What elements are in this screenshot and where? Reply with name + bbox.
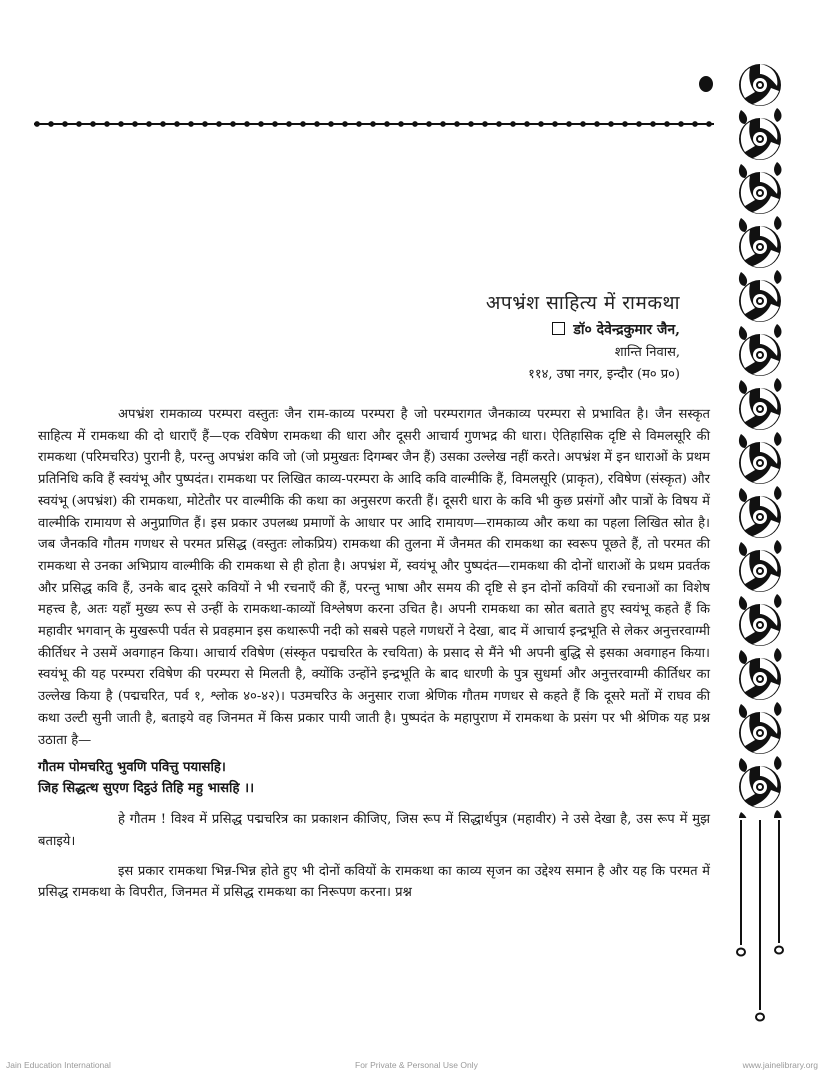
article-title: अपभ्रंश साहित्य में रामकथा xyxy=(485,292,680,314)
decorative-dotted-rule xyxy=(34,121,714,127)
page-footer xyxy=(0,1060,828,1076)
footer-website-link[interactable]: www.jainelibrary.org xyxy=(742,1060,818,1070)
paragraph: हे गौतम ! विश्व में प्रसिद्ध पद्मचरित्र का प्रकाशन कीजिए, जिस रूप में सिद्धार्थपुत्र (महावीर) ने उसे देखा है, उस रूप में मुझ बताइये। xyxy=(38,812,710,849)
verse-quote xyxy=(38,757,710,799)
article-header xyxy=(380,290,680,386)
paragraph: अपभ्रंश रामकाव्य परम्परा वस्तुतः जैन राम-काव्य परम्परा है जो परम्परागत जैनकाव्य परम्परा से प्रभावित है। जैन सस्कृत साहित्य में रामकथा की दो धाराएँ हैं—एक रविषेण रामकथा की धारा और दूसरी आचार्य गुणभद्र की धारा। ऐतिहासिक दृष्टि से विमलसूरि की रामकथा (परिमचरिउ) पुरानी है, परन्तु अपभ्रंश कवि जो (जो प्रमुखतः दिगम्बर जैन हैं) उसका उल्लेख नहीं करते। अपभ्रंश में इन धाराओं के प्रथम प्रतिनिधि कवि हैं स्वयंभू और पुष्पदंत। रामकथा पर लिखित काव्य-परम्परा के आदि कवि वाल्मीकि हैं, विमलसूरि (प्राकृत), रविषेण (संस्कृत) और स्वयंभू (अपभ्रंश) की रामकथा, मोटेतौर पर वाल्मीकि की कथा का अनुसरण करती हैं। दूसरी धारा के कवि भी कुछ प्रसंगों और पात्रों के विषय में वाल्मीकि रामायण से अनुप्राणित हैं। इस प्रकार उपलब्ध प्रमाणों के आधार पर आदि रामायण—रामकाव्य और कथा का पहला लिखित स्रोत है। जब जैनकवि गौतम गणधर से परमत प्रसिद्ध (वस्तुतः लोकप्रिय) रामकथा की तुलना में जैनमत की रामकथा का स्वरूप पूछते हैं, तो परमत की रामकथा से उनका अभिप्राय वाल्मीकि की रामकथा से ही होता है। अपभ्रंश में, स्वयंभू और पुष्पदंत—रामकथा की दोनों धाराओं के प्रथम प्रवर्तक और प्रसिद्ध कवि हैं, उनके बाद दूसरे कवियों ने भी रचनाएँ की हैं, परन्तु भाषा और समय की दृष्टि से इन दोनों कवियों की रचनाओं का विशेष महत्त्व है, अतः यहाँ मुख्य रूप से उन्हीं के रामकथा-काव्यों विश्लेषण करना उचित है। अपनी रामकथा का स्रोत बताते हुए स्वयंभू कहते हैं कि महावीर भगवान् के मुखरूपी पर्वत से प्रवहमान इस कथारूपी नदी को सबसे पहले गणधरों ने देखा, बाद में आचार्य इन्द्रभूति से लेकर अनुत्तरवाग्मी कीर्तिधर ने उसमें अवगाहन किया। आचार्य रविषेण (संस्कृत पद्मचरित के रचयिता) के प्रसाद से मैंने भी अपनी बुद्धि से इसका अवगाहन किया। स्वयंभू की यह परम्परा रविषेण की परम्परा से मिलती है, क्योंकि उन्होंने इन्द्रभूति के बाद धारणी के पुत्र सुधर्मा और अनुत्तरवाग्मी कीर्तिधर का उल्लेख किया है (पद्मचरित, पर्व १, श्लोक ४०-४२)। पउमचरिउ के अनुसार राजा श्रेणिक गौतम गणधर से कहते हैं कि दूसरे मतों में राघव की कथा उल्टी सुनी जाती है, बताइये वह जिनमत में किस प्रकार पायी जाती है। पुष्पदंत के महापुराण में रामकथा के प्रसंग पर भी श्रेणिक यह प्रश्न उठाता है— xyxy=(38,407,710,748)
author-address-2: ११४, उषा नगर, इन्दौर (म० प्र०) xyxy=(528,367,680,382)
verse-line: गौतम पोमचरितु भुवणि पवित्तु पयासहि। xyxy=(38,760,226,776)
author-name: डॉ० देवेन्द्रकुमार जैन, xyxy=(573,322,680,338)
footer-publisher: Jain Education International xyxy=(6,1060,111,1070)
pendant-lines-icon xyxy=(733,815,787,1035)
ornamental-border xyxy=(733,58,787,818)
footer-usage-note: For Private & Personal Use Only xyxy=(355,1060,478,1070)
paragraph: इस प्रकार रामकथा भिन्न-भिन्न होते हुए भी दोनों कवियों के रामकथा का काव्य सृजन का उद्देश्य समान है और यह कि परमत में प्रसिद्ध रामकथा के विपरीत, जिनमत में प्रसिद्ध रामकथा का निरूपण करना। प्रश्न xyxy=(38,863,710,901)
decorative-bullet-icon xyxy=(699,76,713,92)
ornamental-pendants xyxy=(733,815,787,1035)
checkbox-square-icon xyxy=(552,322,565,335)
author-line xyxy=(380,318,680,342)
author-address-1: शान्ति निवास, xyxy=(614,345,680,360)
verse-line: जिह सिद्धत्थ सुएण दिट्ठउं तिहि महु भासहि ।। xyxy=(38,781,255,797)
paisley-chain-icon xyxy=(733,58,787,818)
article-body xyxy=(38,404,710,904)
